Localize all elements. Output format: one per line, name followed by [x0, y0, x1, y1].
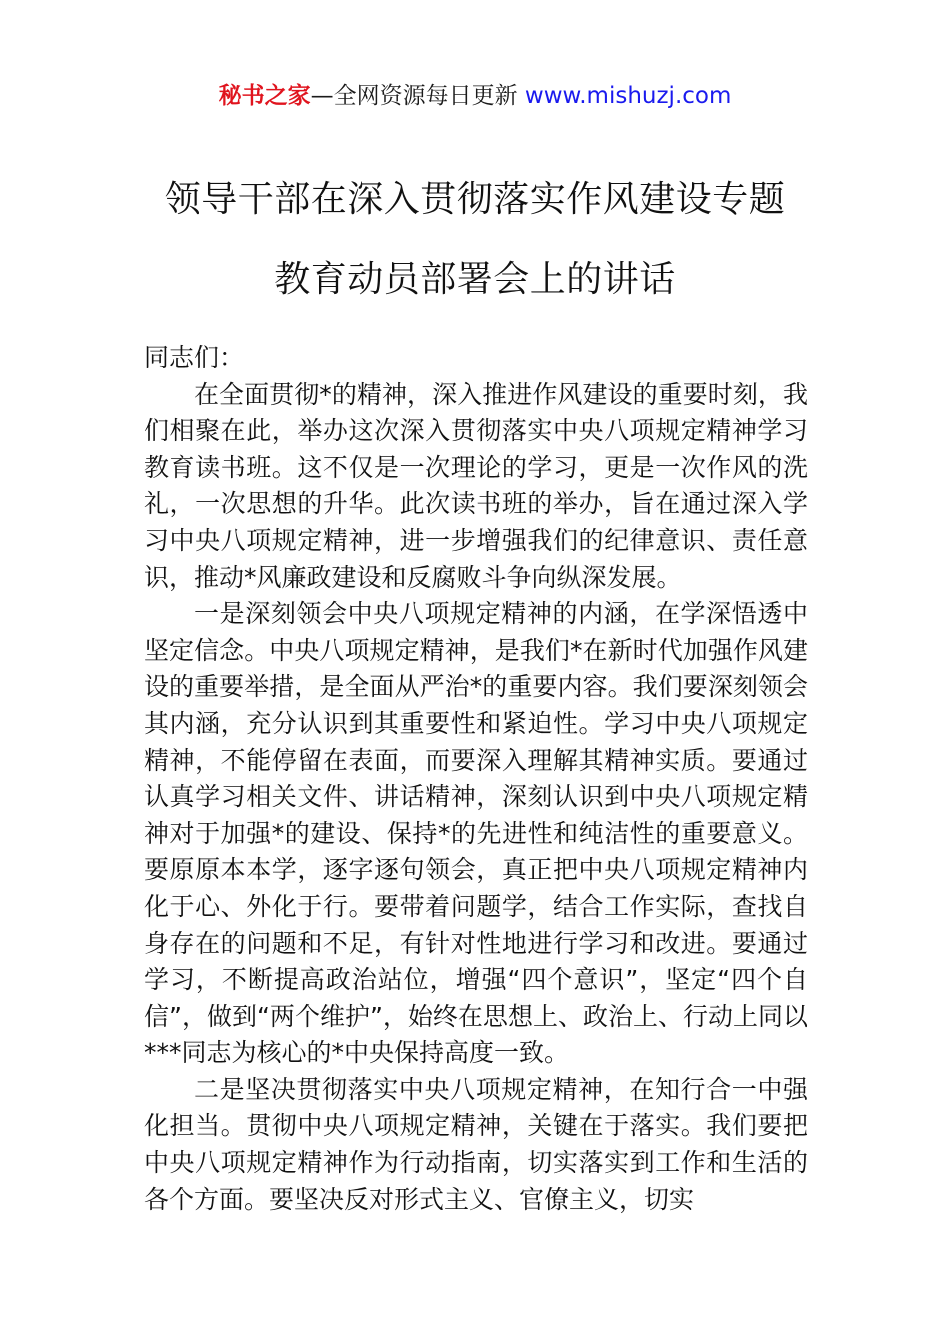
document-title — [0, 160, 950, 320]
site-url-link[interactable]: www.mishuzj.com — [524, 83, 732, 109]
body-paragraph: 二是坚决贯彻落实中央八项规定精神，在知行合一中强化担当。贯彻中央八项规定精神，关键在于落实。我们要把中央八项规定精神作为行动指南，切实落实到工作和生活的各个方面。要坚决反对形式主义、官僚主义，切实 — [144, 1074, 808, 1214]
site-brand: 秘书之家 — [218, 83, 311, 109]
document-body — [144, 340, 808, 1218]
title-line-1: 领导干部在深入贯彻落实作风建设专题 — [164, 179, 786, 220]
site-tagline: —全网资源每日更新 — [310, 83, 525, 109]
body-paragraph: 一是深刻领会中央八项规定精神的内涵，在学深悟透中坚定信念。中央八项规定精神，是我们*在新时代加强作风建设的重要举措，是全面从严治*的重要内容。我们要深刻领会其内涵，充分认识到其重要性和紧迫性。学习中央八项规定精神，不能停留在表面，而要深入理解其精神实质。要通过认真学习相关文件、讲话精神，深刻认识到中央八项规定精神对于加强*的建设、保持*的先进性和纯洁性的重要意义。要原原本本学，逐字逐句领会，真正把中央八项规定精神内化于心、外化于行。要带着问题学，结合工作实际，查找自身存在的问题和不足，有针对性地进行学习和改进。要通过学习，不断提高政治站位，增强“四个意识”，坚定“四个自信”，做到“两个维护”，始终在思想上、政治上、行动上同以***同志为核心的*中央保持高度一致。 — [144, 599, 808, 1068]
salutation: 同志们： — [144, 343, 245, 372]
body-paragraph: 在全面贯彻*的精神，深入推进作风建设的重要时刻，我们相聚在此，举办这次深入贯彻落实中央八项规定精神学习教育读书班。这不仅是一次理论的学习，更是一次作风的洗礼，一次思想的升华。此次读书班的举办，旨在通过深入学习中央八项规定精神，进一步增强我们的纪律意识、责任意识，推动*风廉政建设和反腐败斗争向纵深发展。 — [144, 379, 808, 592]
title-line-2: 教育动员部署会上的讲话 — [274, 259, 676, 300]
site-header — [0, 80, 950, 112]
